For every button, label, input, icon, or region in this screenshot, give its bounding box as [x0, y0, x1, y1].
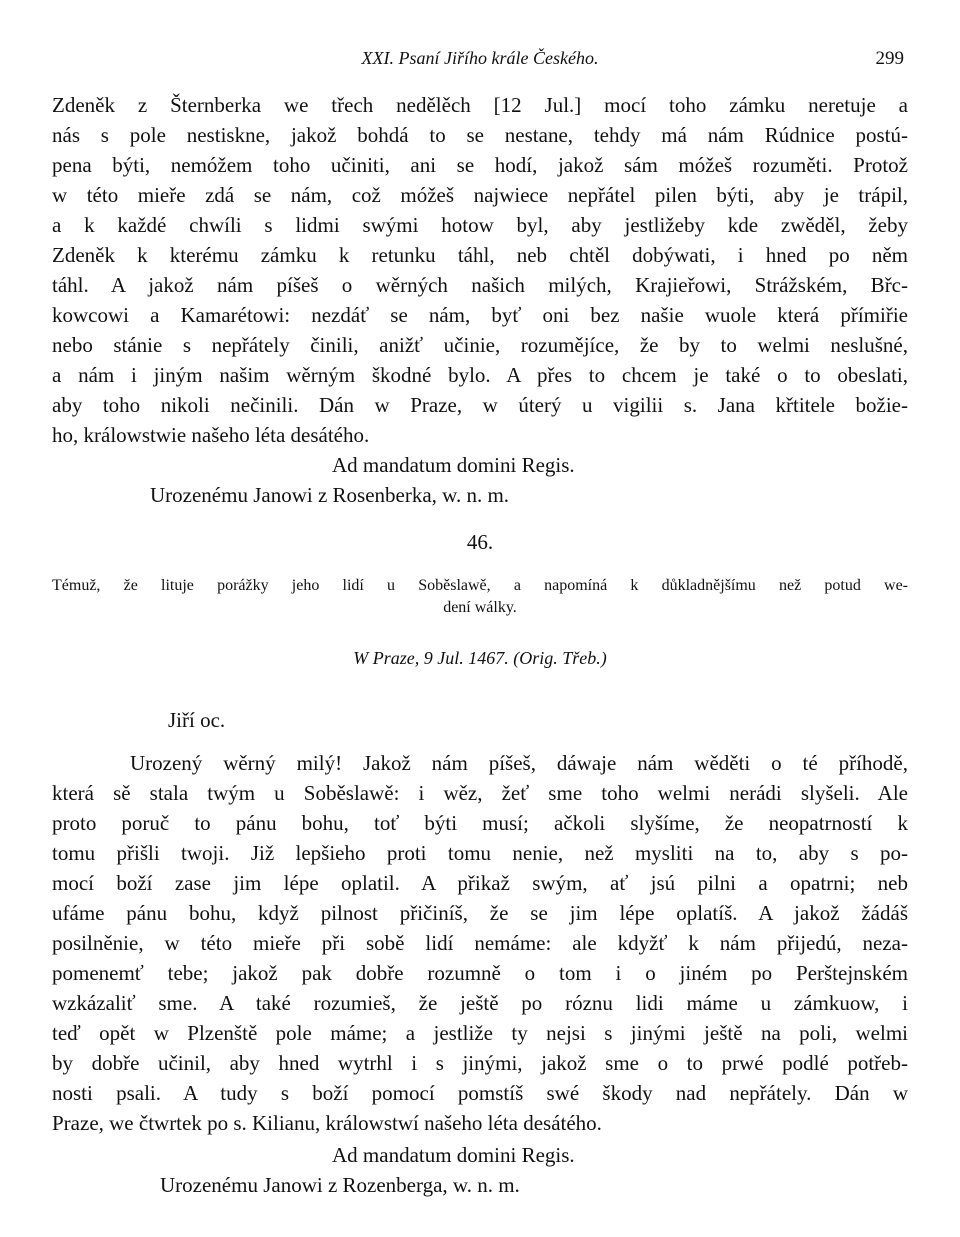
address-line: Urozenému Janowi z Rosenberka, w. n. m.	[150, 483, 510, 507]
text-line: Zdeněk k kterému zámku k retunku táhl, neb chtěl dobýwati, i hned po něm	[52, 243, 908, 267]
text-line: a nám i jiným našim wěrným škodné bylo. A přes to chcem je také o to obeslati,	[52, 363, 908, 387]
text-line: w této mieře zdá se nám, což móžeš najwiece nepřátel pilen býti, aby je trápil,	[52, 183, 908, 207]
salutation: Jiří oc.	[168, 708, 226, 732]
text-line: tomu přišli twoji. Již lepšieho proti tomu nenie, než mysliti na to, aby s po-	[52, 841, 908, 865]
regest-line: dení wálky.	[443, 599, 517, 616]
page-number: 299	[875, 48, 904, 69]
letter-2-body	[52, 748, 908, 1138]
text-line: která sě stala twým u Soběslawě: i wěz, žeť sme toho welmi nerádi slyšeli. Ale	[52, 781, 908, 805]
text-line: pomenemť tebe; jakož pak dobře rozumně o tom i o jiném po Perštejnském	[52, 961, 908, 985]
text-line: a k každé chwíli s lidmi swými hotow byl, aby jestližeby kde zwěděl, žeby	[52, 213, 908, 237]
letter-1-closing	[52, 450, 908, 510]
address-line: Urozenému Janowi z Rozenberga, w. n. m.	[160, 1173, 520, 1197]
text-line: aby toho nikoli nečinili. Dán w Praze, w úterý u vigilii s. Jana křtitele božie-	[52, 393, 908, 417]
text-line: Urozený wěrný milý! Jakož nám píšeš, dáwaje nám wěděti o té příhodě,	[130, 751, 908, 775]
document-number: 46.	[466, 530, 494, 554]
text-line: Zdeněk z Šternberka we třech nedělěch [12 Jul.] mocí toho zámku neretuje a	[52, 93, 908, 117]
letter-2-closing	[52, 1140, 908, 1200]
dateline: W Praze, 9 Jul. 1467. (Orig. Třeb.)	[353, 648, 607, 668]
mandate-line: Ad mandatum domini Regis.	[332, 1143, 575, 1167]
text-line: táhl. A jakož nám píšeš o wěrných našich milých, Krajieřowi, Strážském, Břc-	[52, 273, 908, 297]
text-line: ufáme pánu bohu, když pilnost přičiníš, že se jim lépe oplatíš. A jakož žádáš	[52, 901, 908, 925]
text-line: nosti psali. A tudy s boží pomocí pomstíš swé škody nad nepřátely. Dán w	[52, 1081, 908, 1105]
text-line: posilněnie, w této mieře při sobě lidí nemáme: ale kdyžť k nám přijedú, neza-	[52, 931, 908, 955]
text-line: pena býti, nemóžem toho učiniti, ani se hodí, jakož sám móžeš rozuměti. Protož	[52, 153, 908, 177]
running-head-title: XXI. Psaní Jiřího krále Českého.	[361, 48, 599, 68]
text-line: by dobře učinil, aby hned wytrhl i s jinými, jakož sme o to prwé podlé potřeb-	[52, 1051, 908, 1075]
mandate-line: Ad mandatum domini Regis.	[332, 453, 575, 477]
text-line: wzkázaliť sme. A také rozumieš, že ještě po róznu lidi máme u zámkuow, i	[52, 991, 908, 1015]
text-line: nás s pole nestiskne, jakož bohdá to se nestane, tehdy má nám Rúdnice postú-	[52, 123, 908, 147]
text-line: ho, králowstwie našeho léta desátého.	[52, 423, 370, 447]
text-line: proto poruč to pánu bohu, toť býti musí; ačkoli slyšíme, že neopatrností k	[52, 811, 908, 835]
regest-line: Témuž, že lituje porážky jeho lidí u Soběslawě, a napomíná k důkladnějšímu než potud we-	[52, 577, 908, 594]
letter-1-body	[52, 90, 908, 450]
regest	[52, 575, 908, 619]
text-line: mocí boží zase jim lépe oplatil. A přikaž swým, ať jsú pilni a opatrni; neb	[52, 871, 908, 895]
text-line: teď opět w Plzenště pole máme; a jestliže ty nejsi s jinými ještě na poli, welmi	[52, 1021, 908, 1045]
text-line: Praze, we čtwrtek po s. Kilianu, králowstwí našeho léta desátého.	[52, 1111, 602, 1135]
text-line: kowcowi a Kamarétowi: nezdáť se nám, byť oni bez našie wuole která přímiřie	[52, 303, 908, 327]
running-head	[50, 48, 910, 78]
text-line: nebo stánie s nepřátely činili, anižť učinie, rozumějíce, že by to welmi neslušné,	[52, 333, 908, 357]
